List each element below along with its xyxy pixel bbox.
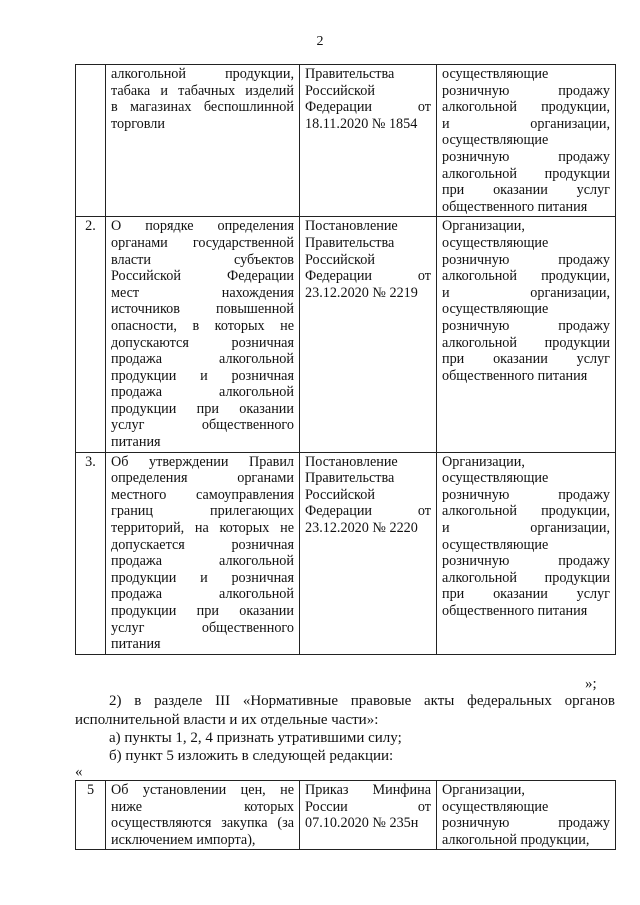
- cell-line: осуществляющие: [442, 234, 549, 251]
- cell-line: власти субъектов: [111, 251, 294, 268]
- cell-line: допускается розничная: [111, 536, 294, 553]
- cell-line: Об утверждении Правил: [111, 453, 294, 470]
- cell-line: осуществляются закупка (за: [111, 815, 294, 832]
- paragraph-section-iii: [75, 692, 615, 730]
- cell-line: алкогольной продукции,: [442, 268, 610, 285]
- cell-line: 23.12.2020 № 2219: [305, 284, 418, 301]
- cell-line: осуществляющие: [442, 798, 549, 815]
- cell-line: общественного питания: [442, 603, 588, 619]
- cell-line: Постановление: [305, 218, 398, 235]
- act-title-cell: [106, 452, 300, 654]
- cell-line: розничную продажу: [442, 317, 610, 334]
- cell-line: алкогольной продукции,: [442, 99, 610, 116]
- cell-line: Организации,: [442, 453, 525, 470]
- cell-line: и организации,: [442, 115, 610, 132]
- cell-line: осуществляющие: [442, 66, 549, 82]
- row-number: 5: [76, 781, 106, 850]
- cell-line: общественного питания: [442, 198, 588, 215]
- cell-line: алкогольной продукции: [442, 569, 610, 586]
- cell-line: опасности, в которых не: [111, 317, 294, 334]
- subjects-cell: [437, 781, 616, 850]
- cell-line: продажа алкогольной: [111, 351, 294, 368]
- cell-line: питания: [111, 434, 161, 451]
- cell-line: Правительства: [305, 66, 395, 82]
- cell-line: 23.12.2020 № 2220: [305, 520, 418, 537]
- cell-line: продукции и розничная: [111, 367, 294, 384]
- cell-line: Правительства: [305, 234, 395, 251]
- subjects-cell: [437, 452, 616, 654]
- cell-line: розничную продажу: [442, 148, 610, 165]
- cell-line: алкогольной продукции,: [111, 66, 294, 82]
- cell-line: табака и табачных изделий: [111, 82, 294, 99]
- cell-line: Российской: [305, 486, 375, 503]
- cell-line: определения органами: [111, 470, 294, 487]
- cell-line: местного самоуправления: [111, 486, 294, 503]
- cell-line: России от: [305, 798, 431, 815]
- act-reference-cell: [300, 65, 437, 217]
- act-title-cell: [106, 65, 300, 217]
- cell-line: осуществляющие: [442, 132, 549, 149]
- cell-line: алкогольной продукции,: [442, 503, 610, 520]
- cell-line: розничную продажу: [442, 251, 610, 268]
- cell-line: продукции при оказании: [111, 400, 294, 417]
- cell-line: услуг общественного: [111, 619, 294, 636]
- cell-line: Российской: [305, 251, 375, 268]
- cell-line: Федерации от: [305, 503, 431, 520]
- cell-line: продукции и розничная: [111, 569, 294, 586]
- cell-line: торговли: [111, 115, 165, 132]
- cell-line: розничную продажу: [442, 553, 610, 570]
- paragraph-line: исполнительной власти и их отдельные части»:: [75, 712, 379, 728]
- cell-line: продажа алкогольной: [111, 586, 294, 603]
- acts-table-body: [76, 781, 616, 850]
- cell-line: осуществляющие: [442, 536, 549, 553]
- cell-line: Постановление: [305, 453, 398, 470]
- cell-line: Федерации от: [305, 268, 431, 285]
- page-number: 2: [316, 34, 324, 49]
- closing-quote: »;: [585, 676, 597, 692]
- cell-line: Об установлении цен, не: [111, 782, 294, 798]
- cell-line: питания: [111, 636, 161, 653]
- cell-line: 18.11.2020 № 1854: [305, 115, 418, 132]
- cell-line: алкогольной продукции: [442, 165, 610, 182]
- act-reference-cell: [300, 781, 437, 850]
- subjects-cell: [437, 217, 616, 452]
- cell-line: Приказ Минфина: [305, 782, 431, 798]
- table-row: [76, 781, 616, 850]
- cell-line: ниже которых: [111, 798, 294, 815]
- act-title-cell: [106, 781, 300, 850]
- table-row: [76, 65, 616, 217]
- acts-table-continued: [75, 64, 616, 655]
- cell-line: в магазинах беспошлинной: [111, 99, 294, 116]
- cell-line: общественного питания: [442, 367, 588, 384]
- acts-table-new-item: [75, 780, 616, 850]
- cell-line: источников повышенной: [111, 301, 294, 318]
- act-title-cell: [106, 217, 300, 452]
- cell-line: Федерации от: [305, 99, 431, 116]
- cell-line: при оказании услуг: [442, 351, 610, 368]
- cell-line: и организации,: [442, 284, 610, 301]
- cell-line: органами государственной: [111, 234, 294, 251]
- cell-line: розничную продажу: [442, 815, 610, 832]
- item-b: б) пункт 5 изложить в следующей редакции:: [109, 748, 394, 764]
- cell-line: розничную продажу: [442, 486, 610, 503]
- cell-line: Организации,: [442, 218, 525, 235]
- cell-line: территорий, на которых не: [111, 520, 294, 537]
- cell-line: при оказании услуг: [442, 182, 610, 199]
- cell-line: Российской Федерации: [111, 268, 294, 285]
- item-a: а) пункты 1, 2, 4 признать утратившими силу;: [109, 730, 402, 746]
- cell-line: Организации,: [442, 782, 525, 798]
- subjects-cell: [437, 65, 616, 217]
- table-row: [76, 452, 616, 654]
- cell-line: продажа алкогольной: [111, 553, 294, 570]
- cell-line: алкогольной продукции,: [442, 831, 590, 848]
- cell-line: О порядке определения: [111, 218, 294, 235]
- cell-line: допускаются розничная: [111, 334, 294, 351]
- cell-line: исключением импорта),: [111, 831, 256, 848]
- cell-line: мест нахождения: [111, 284, 294, 301]
- cell-line: алкогольной продукции: [442, 334, 610, 351]
- act-reference-cell: [300, 452, 437, 654]
- cell-line: границ прилегающих: [111, 503, 294, 520]
- opening-quote: «: [75, 764, 83, 780]
- cell-line: и организации,: [442, 520, 610, 537]
- cell-line: продажа алкогольной: [111, 384, 294, 401]
- row-number: [76, 65, 106, 217]
- cell-line: при оказании услуг: [442, 586, 610, 603]
- cell-line: осуществляющие: [442, 470, 549, 487]
- acts-table-body: [76, 65, 616, 655]
- cell-line: продукции при оказании: [111, 603, 294, 619]
- row-number: 3.: [76, 452, 106, 654]
- row-number: 2.: [76, 217, 106, 452]
- act-reference-cell: [300, 217, 437, 452]
- paragraph-line: 2) в разделе III «Нормативные правовые акты федеральных органов: [109, 693, 615, 709]
- cell-line: 07.10.2020 № 235н: [305, 815, 419, 832]
- cell-line: Правительства: [305, 470, 395, 487]
- cell-line: розничную продажу: [442, 82, 610, 99]
- cell-line: Российской: [305, 82, 375, 99]
- cell-line: осуществляющие: [442, 301, 549, 318]
- cell-line: услуг общественного: [111, 417, 294, 434]
- table-row: [76, 217, 616, 452]
